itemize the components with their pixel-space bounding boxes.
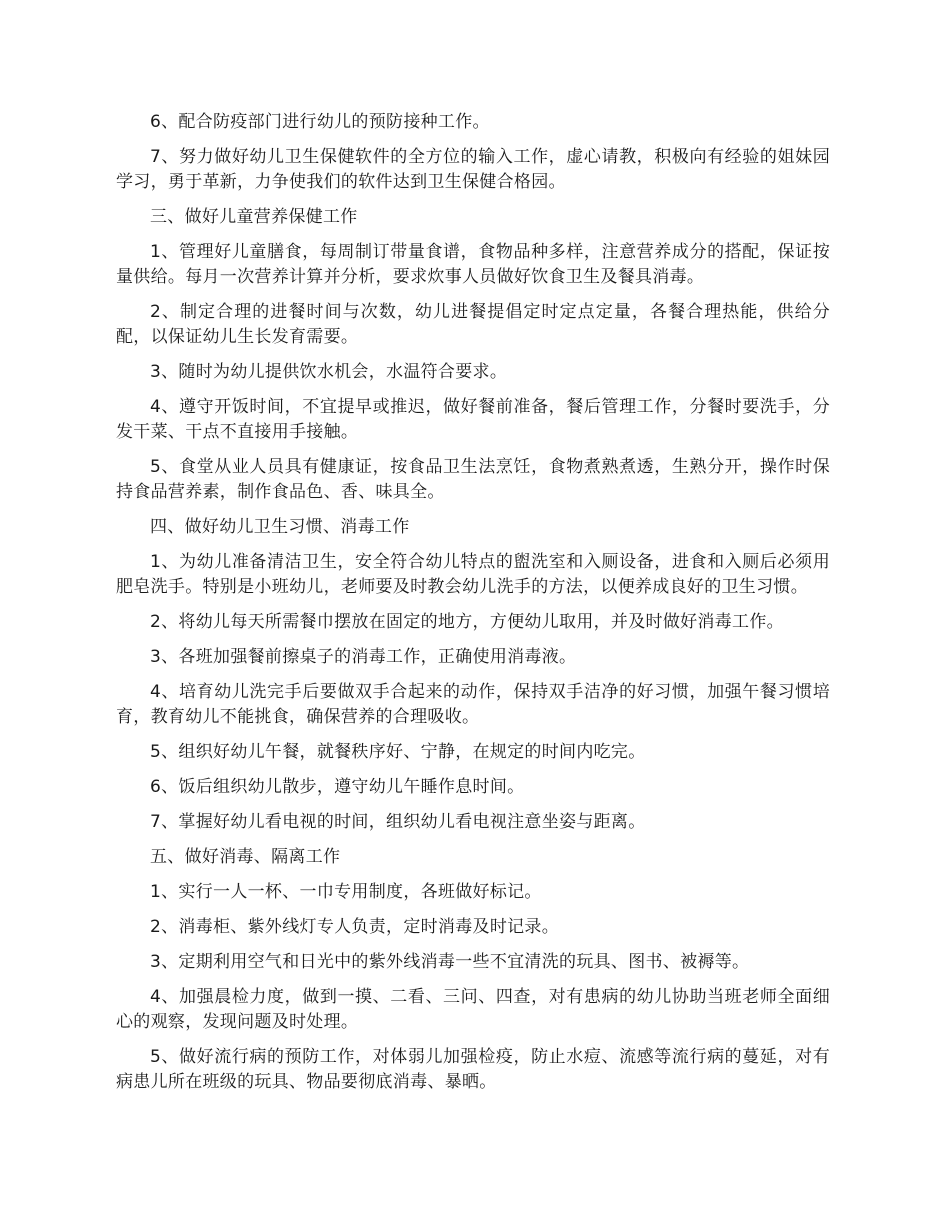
paragraph: 6、饭后组织幼儿散步，遵守幼儿午睡作息时间。 — [150, 777, 525, 797]
paragraph: 5、食堂从业人员具有健康证，按食品卫生法烹饪，食物煮熟煮透，生熟分开，操作时保持食品营养素，制作食品色、香、味具全。 — [116, 457, 830, 502]
paragraph: 4、加强晨检力度，做到一摸、二看、三问、四查，对有患病的幼儿协助当班老师全面细心的观察，发现问题及时处理。 — [116, 987, 830, 1032]
paragraph: 5、做好流行病的预防工作，对体弱儿加强检疫，防止水痘、流感等流行病的蔓延，对有病患儿所在班级的玩具、物品要彻底消毒、暴晒。 — [116, 1047, 830, 1092]
paragraph: 3、随时为幼儿提供饮水机会，水温符合要求。 — [150, 362, 508, 382]
paragraph: 1、为幼儿准备清洁卫生，安全符合幼儿特点的盥洗室和入厕设备，进食和入厕后必须用肥皂洗手。特别是小班幼儿，老师要及时教会幼儿洗手的方法，以便养成良好的卫生习惯。 — [116, 552, 830, 597]
paragraph: 2、制定合理的进餐时间与次数，幼儿进餐提倡定时定点定量，各餐合理热能，供给分配，以保证幼儿生长发育需要。 — [116, 302, 830, 347]
paragraph: 7、努力做好幼儿卫生保健软件的全方位的输入工作，虚心请教，积极向有经验的姐妹园学习，勇于革新，力争使我们的软件达到卫生保健合格园。 — [116, 147, 830, 192]
paragraph: 5、组织好幼儿午餐，就餐秩序好、宁静，在规定的时间内吃完。 — [150, 742, 646, 762]
paragraph: 2、将幼儿每天所需餐巾摆放在固定的地方，方便幼儿取用，并及时做好消毒工作。 — [150, 612, 784, 632]
paragraph: 7、掌握好幼儿看电视的时间，组织幼儿看电视注意坐姿与距离。 — [150, 812, 646, 832]
paragraph: 1、管理好儿童膳食，每周制订带量食谱，食物品种多样，注意营养成分的搭配，保证按量供给。每月一次营养计算并分析，要求炊事人员做好饮食卫生及餐具消毒。 — [116, 242, 830, 287]
paragraph: 6、配合防疫部门进行幼儿的预防接种工作。 — [150, 112, 490, 132]
paragraph: 1、实行一人一杯、一巾专用制度，各班做好标记。 — [150, 882, 542, 902]
paragraph: 3、定期利用空气和日光中的紫外线消毒一些不宜清洗的玩具、图书、被褥等。 — [150, 952, 750, 972]
section-heading: 三、做好儿童营养保健工作 — [150, 207, 358, 227]
section-heading: 四、做好幼儿卫生习惯、消毒工作 — [150, 517, 410, 537]
section-heading: 五、做好消毒、隔离工作 — [150, 847, 341, 867]
paragraph: 4、遵守开饭时间，不宜提早或推迟，做好餐前准备，餐后管理工作，分餐时要洗手，分发干菜、干点不直接用手接触。 — [116, 397, 830, 442]
paragraph: 2、消毒柜、紫外线灯专人负责，定时消毒及时记录。 — [150, 917, 560, 937]
paragraph: 4、培育幼儿洗完手后要做双手合起来的动作，保持双手洁净的好习惯，加强午餐习惯培育，教育幼儿不能挑食，确保营养的合理吸收。 — [116, 682, 830, 727]
paragraph: 3、各班加强餐前擦桌子的消毒工作，正确使用消毒液。 — [150, 647, 577, 667]
